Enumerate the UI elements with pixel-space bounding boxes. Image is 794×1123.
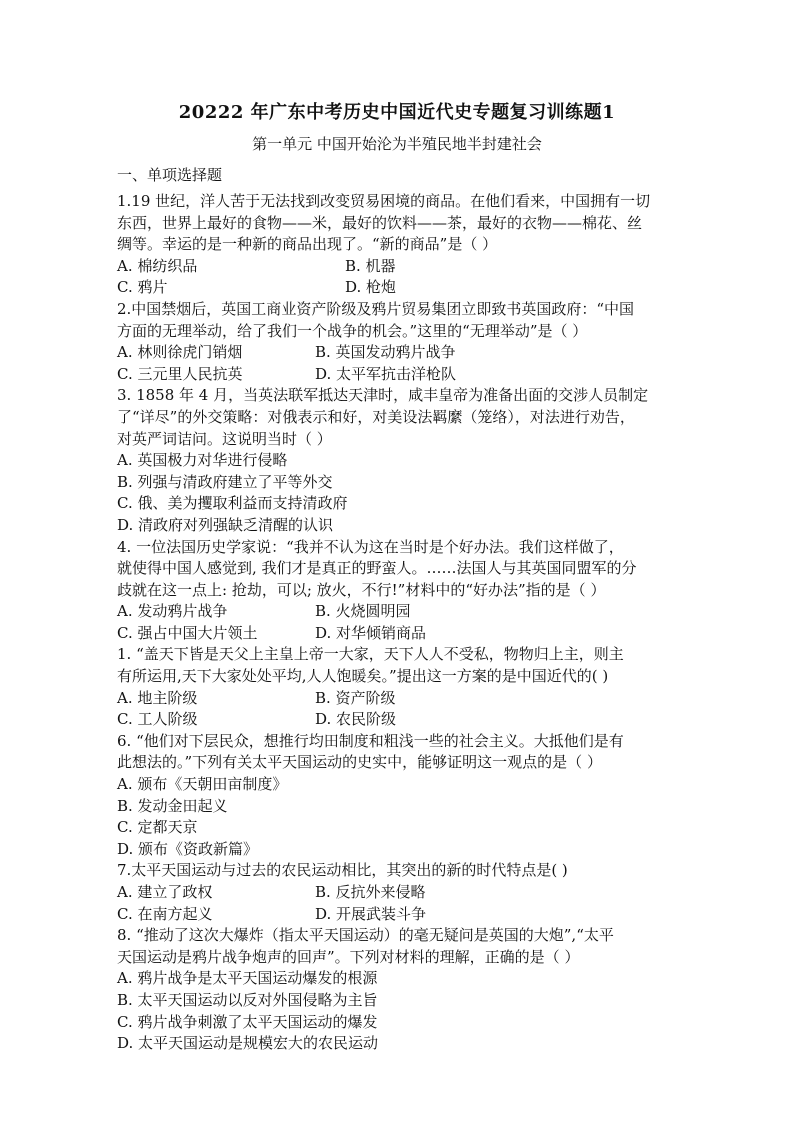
question-2 bbox=[117, 299, 682, 385]
option-b: B. 反抗外来侵略 bbox=[315, 883, 426, 901]
question-7 bbox=[117, 860, 682, 925]
option-row bbox=[117, 256, 682, 278]
question-line: 3. 1858 年 4 月，当英法联军抵达天津时，咸丰皇帝为准备出面的交涉人员制定 bbox=[117, 386, 649, 405]
option-row bbox=[117, 904, 682, 926]
question-line: 8. “推动了这次大爆炸（指太平天国运动）的毫无疑问是英国的大炮”,“太平 bbox=[117, 926, 614, 945]
question-line: 1.19 世纪，洋人苦于无法找到改变贸易困境的商品。在他们看来，中国拥有一切 bbox=[117, 192, 651, 210]
question-line: 方面的无理举动，给了我们一个战争的机会。”这里的“无理举动”是（ ） bbox=[117, 321, 588, 340]
option-a: A. 建立了政权 bbox=[117, 883, 213, 901]
option-d: D. 太平天国运动是规模宏大的农民运动 bbox=[117, 1034, 379, 1053]
option-row bbox=[117, 623, 682, 645]
option-row bbox=[117, 277, 682, 299]
question-line: 歧就在这一点上: 抢劫，可以; 放火，不行!”材料中的“好办法”指的是（ ） bbox=[117, 580, 606, 599]
option-d: D. 农民阶级 bbox=[315, 710, 397, 729]
option-c: C. 鸦片战争刺激了太平天国运动的爆发 bbox=[117, 1012, 378, 1031]
option-a: A. 地主阶级 bbox=[117, 688, 198, 707]
question-3 bbox=[117, 385, 682, 536]
unit-heading: 第一单元 中国开始沦为半殖民地半封建社会 bbox=[252, 135, 542, 153]
option-row bbox=[117, 688, 682, 710]
option-row bbox=[117, 709, 682, 731]
option-d: D. 枪炮 bbox=[345, 278, 397, 297]
question-line: 有所运用,天下大家处处平均,人人饱暖矣。”提出这一方案的是中国近代的( ) bbox=[117, 667, 609, 686]
option-a: A. 颁布《天朝田亩制度》 bbox=[117, 775, 288, 794]
question-line: 此想法的。”下列有关太平天国运动的史实中，能够证明这一观点的是（ ） bbox=[117, 753, 602, 772]
option-a: A. 林则徐虎门销烟 bbox=[117, 343, 243, 362]
section-heading: 一、单项选择题 bbox=[117, 166, 223, 184]
question-8 bbox=[117, 925, 682, 1055]
option-a: A. 棉纺织品 bbox=[117, 256, 198, 275]
option-row bbox=[117, 601, 682, 623]
option-a: A. 鸦片战争是太平天国运动爆发的根源 bbox=[117, 969, 378, 988]
option-c: C. 鸦片 bbox=[117, 278, 168, 297]
question-line: 就使得中国人感觉到, 我们才是真正的野蛮人。……法国人与其英国同盟军的分 bbox=[117, 559, 637, 578]
option-c: C. 在南方起义 bbox=[117, 904, 213, 923]
option-c: C. 定都天京 bbox=[117, 818, 198, 837]
option-b: B. 太平天国运动以反对外国侵略为主旨 bbox=[117, 990, 378, 1009]
option-row bbox=[117, 364, 682, 386]
option-b: B. 列强与清政府建立了平等外交 bbox=[117, 472, 333, 491]
document-title: 20222 年广东中考历史中国近代史专题复习训练题1 bbox=[178, 102, 616, 123]
question-line: 天国运动是鸦片战争炮声的回声”。下列对材料的理解，正确的是（ ） bbox=[117, 947, 580, 966]
option-b: B. 火烧圆明园 bbox=[315, 602, 411, 621]
option-b: B. 发动金田起义 bbox=[117, 796, 228, 815]
question-1 bbox=[117, 191, 682, 299]
question-line: 4. 一位法国历史学家说：“我并不认为这在当时是个好办法。我们这样做了， bbox=[117, 537, 624, 556]
option-b: B. 机器 bbox=[345, 256, 396, 275]
option-d: D. 清政府对列强缺乏清醒的认识 bbox=[117, 515, 334, 534]
option-c: C. 工人阶级 bbox=[117, 710, 198, 729]
question-line: 2.中国禁烟后，英国工商业资产阶级及鸦片贸易集团立即致书英国政府：“中国 bbox=[117, 299, 634, 318]
option-d: D. 太平军抗击洋枪队 bbox=[315, 364, 457, 383]
question-line: 东西，世界上最好的食物——米，最好的饮料——茶，最好的衣物——棉花、丝 bbox=[117, 213, 643, 232]
question-line: 对英严词诘问。这说明当时（ ） bbox=[117, 429, 332, 448]
option-a: A. 英国极力对华进行侵略 bbox=[117, 451, 288, 470]
question-line: 绸等。幸运的是一种新的商品出现了。“新的商品”是（ ） bbox=[117, 235, 498, 254]
option-c: C. 俄、美为攫取利益而支持清政府 bbox=[117, 494, 348, 513]
option-d: D. 开展武装斗争 bbox=[315, 904, 427, 923]
question-5 bbox=[117, 644, 682, 730]
option-d: D. 颁布《资政新篇》 bbox=[117, 839, 259, 858]
option-b: B. 资产阶级 bbox=[315, 688, 396, 707]
question-line: 了“详尽”的外交策略：对俄表示和好，对美设法羁縻（笼络），对法进行劝告， bbox=[117, 407, 635, 426]
question-4 bbox=[117, 537, 682, 645]
option-d: D. 对华倾销商品 bbox=[315, 623, 427, 642]
option-c: C. 三元里人民抗英 bbox=[117, 364, 243, 383]
option-a: A. 发动鸦片战争 bbox=[117, 602, 228, 621]
option-row bbox=[117, 342, 682, 364]
option-b: B. 英国发动鸦片战争 bbox=[315, 343, 456, 362]
question-line: 6. “他们对下层民众，想推行均田制度和粗浅一些的社会主义。大抵他们是有 bbox=[117, 731, 624, 750]
question-line: 7.太平天国运动与过去的农民运动相比，其突出的新的时代特点是( ) bbox=[117, 861, 568, 880]
question-line: 1. “盖天下皆是天父上主皇上帝一大家，天下人人不受私，物物归上主，则主 bbox=[117, 645, 624, 664]
question-6 bbox=[117, 731, 682, 861]
question-list bbox=[117, 191, 682, 1055]
option-c: C. 强占中国大片领土 bbox=[117, 623, 258, 642]
option-row bbox=[117, 882, 682, 904]
